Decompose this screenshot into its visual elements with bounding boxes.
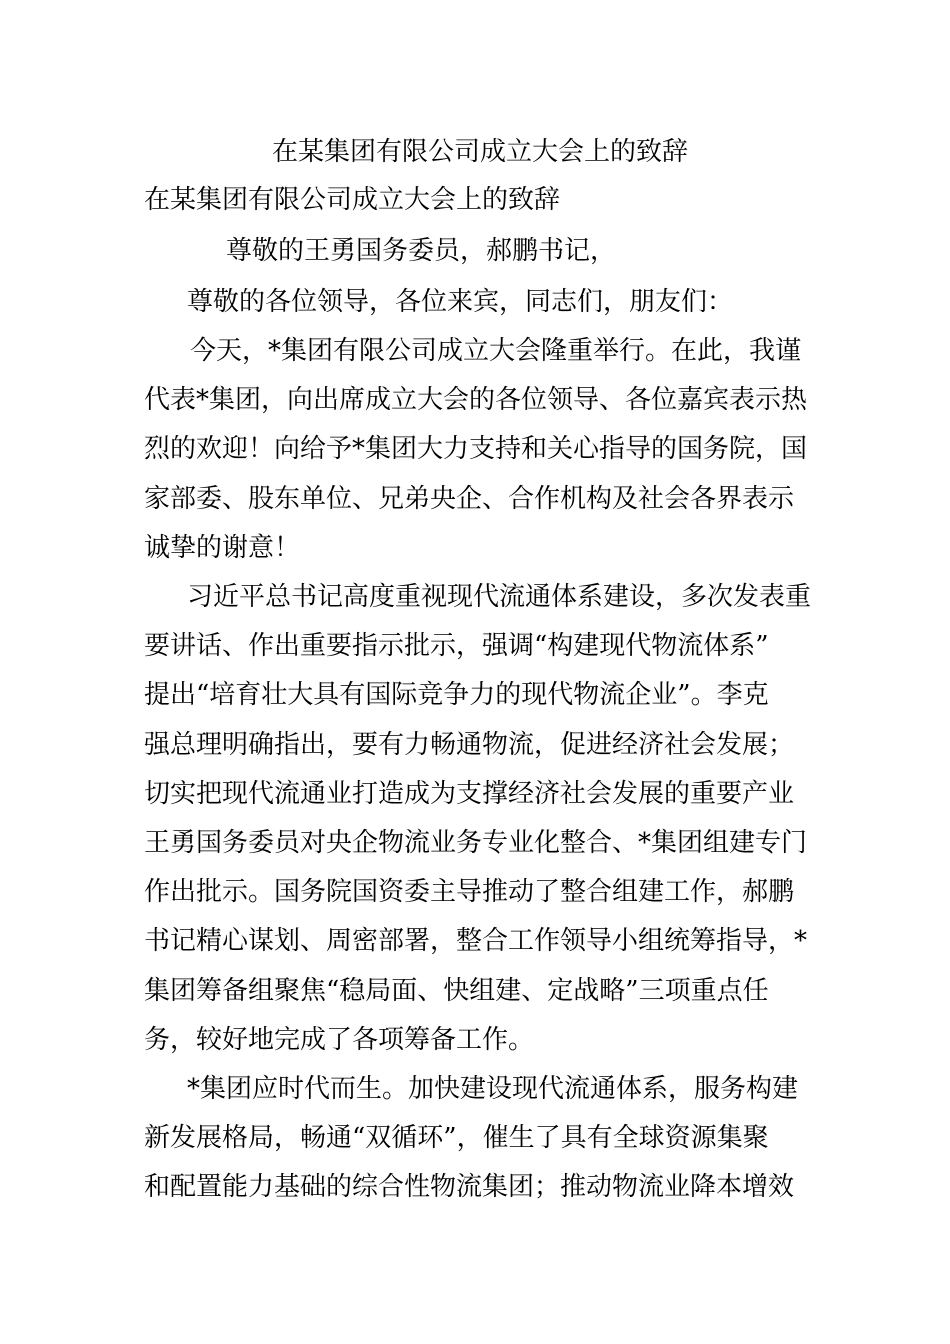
paragraph-2-line-1: 习近平总书记高度重视现代流通体系建设，多次发表重	[187, 582, 812, 612]
paragraph-1-line-3: 烈的欢迎！向给予*集团大力支持和关心指导的国务院，国	[144, 434, 808, 464]
paragraph-2-line-3: 提出“培育壮大具有国际竞争力的现代物流企业”。李克	[144, 680, 769, 710]
paragraph-2-line-9: 集团筹备组聚焦“稳局面、快组建、定战略”三项重点任	[144, 976, 769, 1006]
paragraph-2-line-2: 要讲话、作出重要指示批示，强调“构建现代物流体系”	[144, 631, 769, 661]
paragraph-2-line-4: 强总理明确指出，要有力畅通物流，促进经济社会发展；	[144, 730, 795, 760]
subtitle-line: 在某集团有限公司成立大会上的致辞	[144, 185, 561, 215]
paragraph-2-line-6: 王勇国务委员对央企物流业务专业化整合、*集团组建专门	[144, 828, 808, 858]
paragraph-3-line-1: *集团应时代而生。加快建设现代流通体系，服务构建	[187, 1074, 799, 1104]
paragraph-2-line-5: 切实把现代流通业打造成为支撑经济社会发展的重要产业	[144, 779, 795, 809]
paragraph-2-line-10: 务，较好地完成了各项筹备工作。	[144, 1025, 535, 1055]
paragraph-1-line-5: 诚挚的谢意！	[144, 533, 301, 563]
paragraph-2-line-8: 书记精心谋划、周密部署，整合工作领导小组统筹指导，*	[144, 926, 808, 956]
salutation-line-1: 尊敬的王勇国务委员，郝鹏书记，	[226, 236, 617, 266]
paragraph-3-line-3: 和配置能力基础的综合性物流集团；推动物流业降本增效	[144, 1172, 795, 1202]
document-title: 在某集团有限公司成立大会上的致辞	[272, 137, 689, 167]
paragraph-1-line-1: 今天，*集团有限公司成立大会隆重举行。在此，我谨	[190, 336, 802, 366]
paragraph-1-line-2: 代表*集团，向出席成立大会的各位领导、各位嘉宾表示热	[144, 385, 808, 415]
salutation-line-2: 尊敬的各位领导，各位来宾，同志们，朋友们：	[187, 287, 734, 317]
paragraph-1-line-4: 家部委、股东单位、兄弟央企、合作机构及社会各界表示	[144, 484, 795, 514]
paragraph-2-line-7: 作出批示。国务院国资委主导推动了整合组建工作，郝鹏	[144, 877, 795, 907]
paragraph-3-line-2: 新发展格局，畅通“双循环”，催生了具有全球资源集聚	[144, 1123, 769, 1153]
